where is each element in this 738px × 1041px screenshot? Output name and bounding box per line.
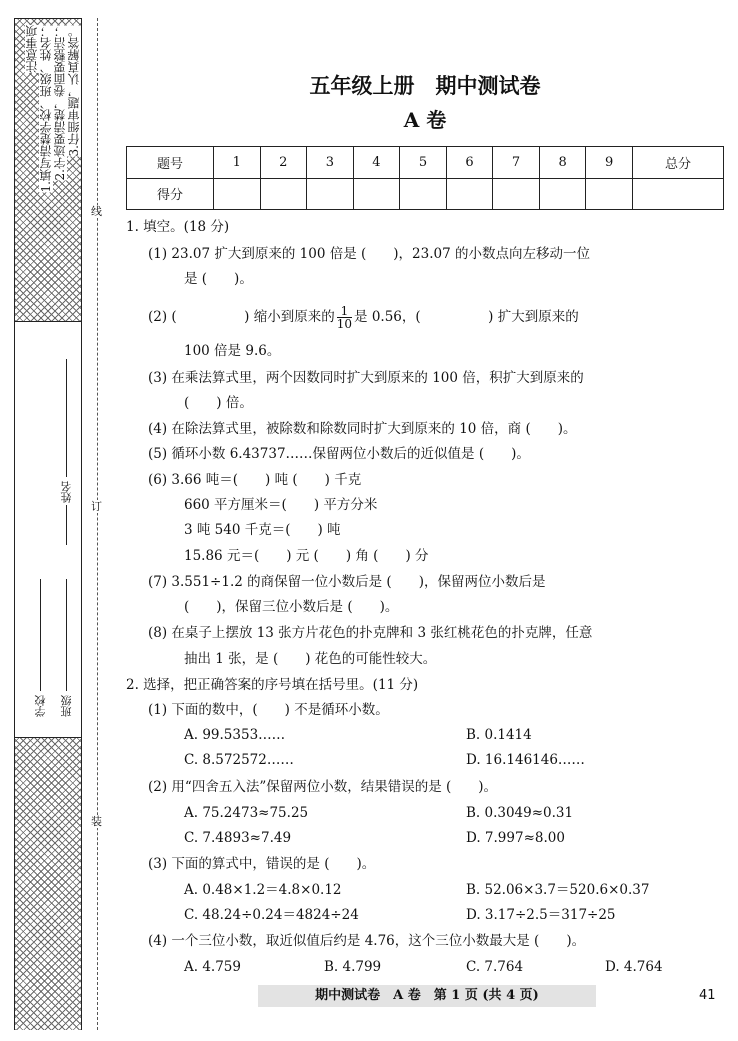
s2-q2-option-a: A. 75.2473≈75.25 [184, 805, 309, 821]
s2-q4-option-b: B. 4.799 [324, 959, 382, 975]
s1-q2-line1 [148, 303, 579, 331]
bind-label-ding: 订 [91, 500, 102, 513]
binding-strip [14, 18, 82, 1030]
notice-box [21, 25, 81, 315]
name-label: 姓名 [60, 481, 73, 503]
score-table [126, 146, 724, 210]
school-label: 学校 [34, 695, 47, 717]
score-col-6: 6 [446, 147, 493, 179]
s1-q2-pre: (2) ( ) 缩小到原来的 [148, 309, 335, 325]
score-cell[interactable] [400, 178, 447, 210]
s2-q4: (4) 一个三位小数，取近似值后约是 4.76，这个三位小数最大是 ( )。 [148, 933, 586, 949]
score-table-header-cell: 题号 [127, 147, 214, 179]
hatched-panel-top [15, 19, 81, 322]
name-write-line-tail [66, 505, 67, 545]
score-col-4: 4 [353, 147, 400, 179]
score-col-total: 总分 [633, 147, 724, 179]
s1-q8-line2: 抽出 1 张，是 ( ) 花色的可能性较大。 [184, 651, 437, 667]
score-cell[interactable] [446, 178, 493, 210]
fraction-denominator: 10 [336, 317, 353, 331]
score-cell[interactable] [493, 178, 540, 210]
score-cell[interactable] [307, 178, 354, 210]
s2-q2-option-c: C. 7.4893≈7.49 [184, 830, 292, 846]
score-cell-total[interactable] [633, 178, 724, 210]
binding-dashed-line [97, 18, 98, 1030]
score-cell[interactable] [586, 178, 633, 210]
score-col-9: 9 [586, 147, 633, 179]
s1-q6-line4: 15.86 元＝( ) 元 ( ) 角 ( ) 分 [184, 548, 429, 564]
s2-q3-option-a: A. 0.48×1.2＝4.8×0.12 [184, 882, 342, 898]
fraction-numerator: 1 [337, 305, 352, 318]
score-col-1: 1 [214, 147, 261, 179]
notice-title: 注意事项 [25, 25, 39, 73]
class-write-line [66, 579, 67, 691]
score-col-7: 7 [493, 147, 540, 179]
s1-q3-line2: ( ) 倍。 [184, 395, 253, 411]
s2-q1-option-a: A. 99.5353…… [184, 727, 286, 743]
s1-q7-line1: (7) 3.551÷1.2 的商保留一位小数后是 ( )，保留两位小数后是 [148, 574, 546, 590]
s2-q3-option-d: D. 3.17÷2.5＝317÷25 [466, 907, 616, 923]
notice-line-3: 3.仔细审题，认真解答。 [67, 25, 81, 157]
score-cell[interactable] [214, 178, 261, 210]
score-cell[interactable] [260, 178, 307, 210]
score-col-2: 2 [260, 147, 307, 179]
page-number: 41 [699, 988, 716, 1003]
hatched-panel-bottom [15, 737, 81, 1030]
s1-q1-line1: (1) 23.07 扩大到原来的 100 倍是 ( )，23.07 的小数点向左移动一位 [148, 246, 590, 262]
fraction-one-tenth [337, 305, 352, 330]
school-write-line [40, 579, 41, 691]
s2-q3-option-c: C. 48.24÷0.24＝4824÷24 [184, 907, 359, 923]
s2-q4-option-c: C. 7.764 [466, 959, 524, 975]
score-col-8: 8 [539, 147, 586, 179]
notice-line-1: 1.填写清楚学校、班级、姓名； [39, 25, 53, 193]
page-subtitle: A 卷 [403, 108, 447, 132]
s1-q5: (5) 循环小数 6.43737……保留两位小数后的近似值是 ( )。 [148, 446, 530, 462]
score-table-header-row [127, 147, 724, 179]
s1-q6-line1: (6) 3.66 吨＝( ) 吨 ( ) 千克 [148, 472, 362, 488]
s1-q4: (4) 在除法算式里，被除数和除数同时扩大到原来的 10 倍，商 ( )。 [148, 421, 577, 437]
page-footer: 期中测试卷 A 卷 第 1 页 (共 4 页) [258, 985, 596, 1007]
section2-heading: 2. 选择，把正确答案的序号填在括号里。(11 分) [126, 677, 419, 693]
name-write-line [66, 359, 67, 477]
class-label: 班级 [60, 695, 73, 717]
s1-q6-line2: 660 平方厘米＝( ) 平方分米 [184, 497, 378, 513]
s2-q4-option-d: D. 4.764 [605, 959, 663, 975]
score-col-5: 5 [400, 147, 447, 179]
score-cell[interactable] [539, 178, 586, 210]
bind-label-xian: 线 [91, 205, 102, 218]
bind-label-zhuang: 装 [91, 815, 102, 828]
s2-q2-option-b: B. 0.3049≈0.31 [466, 805, 574, 821]
s1-q8-line1: (8) 在桌子上摆放 13 张方片花色的扑克牌和 3 张红桃花色的扑克牌，任意 [148, 625, 593, 641]
score-cell[interactable] [353, 178, 400, 210]
s1-q1-line2: 是 ( )。 [184, 271, 253, 287]
notice-line-2: 2.字迹要清楚，卷面要整洁； [53, 25, 67, 181]
score-table-score-row [127, 178, 724, 210]
s2-q3-option-b: B. 52.06×3.7＝520.6×0.37 [466, 882, 650, 898]
page-title: 五年级上册 期中测试卷 [309, 73, 541, 98]
s2-q1-option-b: B. 0.1414 [466, 727, 532, 743]
s2-q2-option-d: D. 7.997≈8.00 [466, 830, 565, 846]
section1-heading: 1. 填空。(18 分) [126, 219, 230, 235]
s2-q4-option-a: A. 4.759 [184, 959, 241, 975]
s2-q2: (2) 用“四舍五入法”保留两位小数，结果错误的是 ( )。 [148, 779, 498, 795]
s1-q7-line2: ( )，保留三位小数后是 ( )。 [184, 599, 399, 615]
s1-q2-line2: 100 倍是 9.6。 [184, 343, 281, 359]
s1-q6-line3: 3 吨 540 千克＝( ) 吨 [184, 522, 341, 538]
s2-q1-option-c: C. 8.572572…… [184, 752, 294, 768]
score-col-3: 3 [307, 147, 354, 179]
s2-q3: (3) 下面的算式中，错误的是 ( )。 [148, 856, 376, 872]
s1-q2-post: 是 0.56，( ) 扩大到原来的 [354, 309, 579, 325]
s1-q3-line1: (3) 在乘法算式里，两个因数同时扩大到原来的 100 倍，积扩大到原来的 [148, 370, 584, 386]
s2-q1: (1) 下面的数中，( ) 不是循环小数。 [148, 702, 389, 718]
score-row-label: 得分 [127, 178, 214, 210]
s2-q1-option-d: D. 16.146146…… [466, 752, 585, 768]
